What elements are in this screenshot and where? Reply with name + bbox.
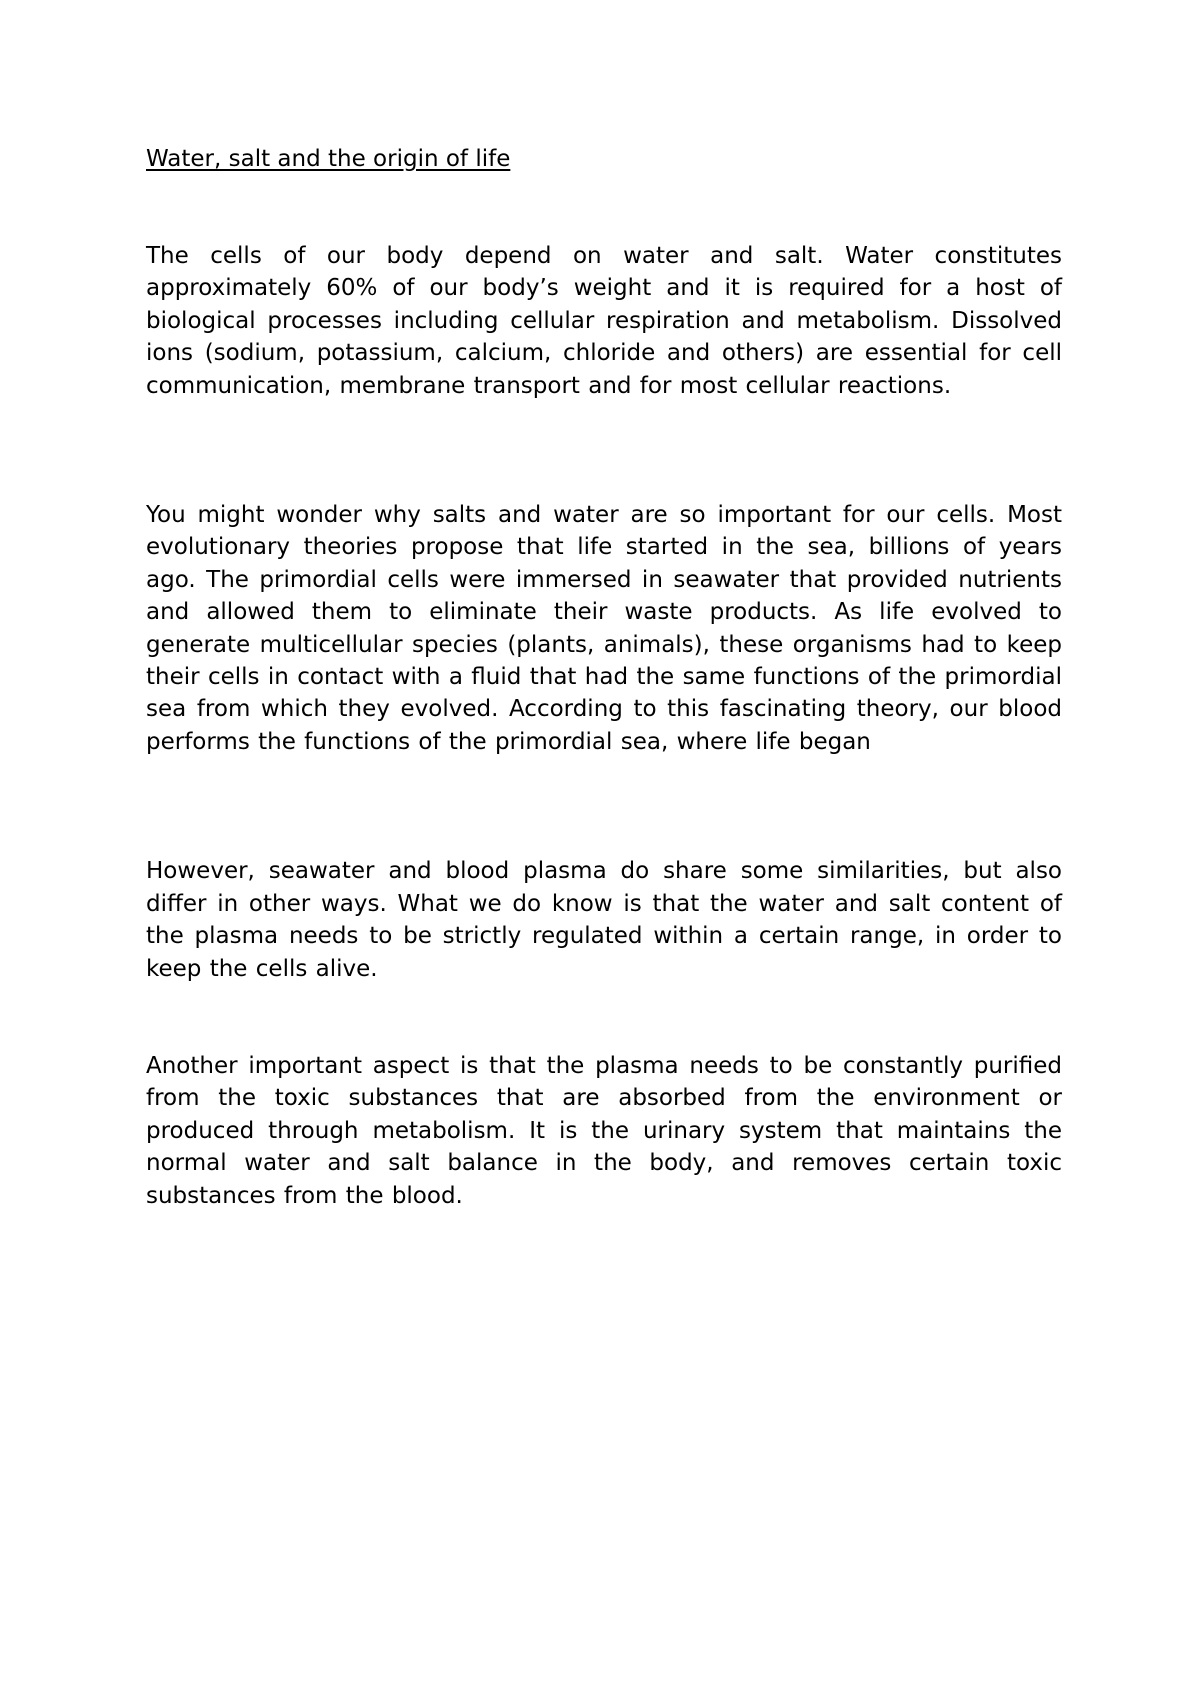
paragraph-seawater-plasma: However, seawater and blood plasma do share some similarities, but also differ in other ways. What we do know is that the water and salt content of the plasma needs to be strictly regulated within a certain range, in order to keep the cells alive. (146, 858, 1062, 982)
document-body (146, 143, 1062, 1212)
paragraph-urinary-system: Another important aspect is that the plasma needs to be constantly purified from the toxic substances that are absorbed from the environment or produced through metabolism. It is the urinary system that maintains the normal water and salt balance in the body, and removes certain toxic substances from the blood. (146, 1052, 1062, 1209)
paragraph-origin-of-life: You might wonder why salts and water are so important for our cells. Most evolutionary theories propose that life started in the sea, billions of years ago. The primordial cells were immersed in seawater that provided nutrients and allowed them to eliminate their waste products. As life evolved to generate multicellular species (plants, animals), these organisms had to keep their cells in contact with a fluid that had the same functions of the primordial sea from which they evolved. According to this fascinating theory, our blood performs the functions of the primordial sea, where life began (146, 502, 1062, 755)
paragraph-cells-water-salt: The cells of our body depend on water and salt. Water constitutes approximately 60% of our body’s weight and it is required for a host of biological processes including cellular respiration and metabolism. Dissolved ions (sodium, potassium, calcium, chloride and others) are essential for cell communication, membrane transport and for most cellular reactions. (146, 243, 1062, 399)
document-title: Water, salt and the origin of life (146, 146, 511, 172)
